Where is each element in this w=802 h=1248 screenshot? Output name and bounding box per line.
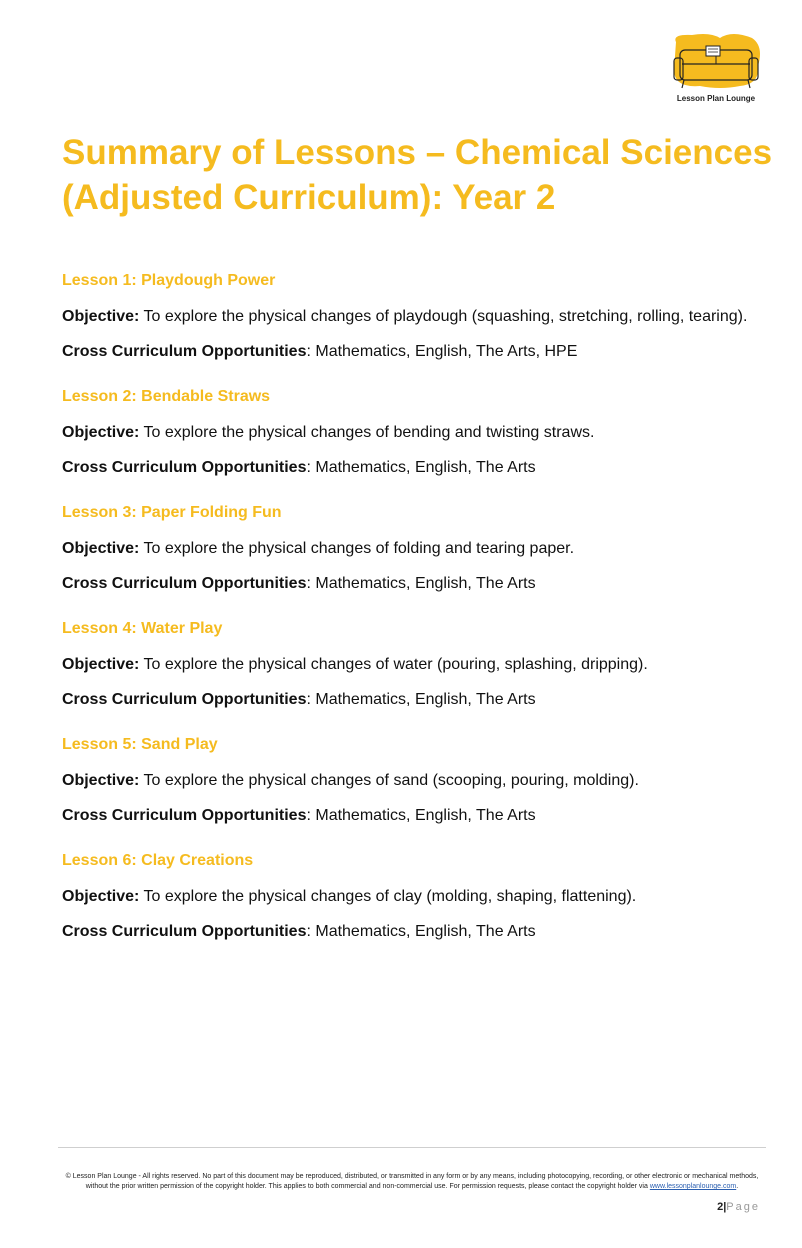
objective-label: Objective:: [62, 888, 140, 905]
cross-curriculum-line: [62, 456, 752, 479]
website-link[interactable]: www.lessonplanlounge.com: [649, 1183, 737, 1190]
lesson-title: Lesson 2: Bendable Straws: [62, 388, 271, 405]
sofa-logo-icon: [670, 32, 762, 92]
cross-curriculum-line: [62, 572, 752, 595]
cross-curriculum-label: Cross Curriculum Opportunities: [62, 459, 307, 476]
link-suffix: .: [736, 1183, 739, 1190]
lesson-title: Lesson 4: Water Play: [62, 620, 223, 637]
cross-curriculum-label: Cross Curriculum Opportunities: [62, 691, 307, 708]
objective-label: Objective:: [62, 656, 140, 673]
objective-line: [62, 421, 752, 444]
objective-text: To explore the physical changes of bending and twisting straws.: [143, 424, 595, 441]
page-label: Page: [726, 1201, 760, 1213]
cross-curriculum-text: : Mathematics, English, The Arts: [306, 691, 536, 708]
page-number: [717, 1201, 760, 1213]
lesson-5: [62, 734, 752, 827]
lesson-4: [62, 618, 752, 711]
lesson-6: [62, 850, 752, 943]
lesson-title: Lesson 6: Clay Creations: [62, 852, 254, 869]
cross-curriculum-line: [62, 804, 752, 827]
objective-text: To explore the physical changes of folding and tearing paper.: [143, 540, 575, 557]
lesson-2: [62, 386, 752, 479]
cross-curriculum-text: : Mathematics, English, The Arts: [306, 575, 536, 592]
objective-line: [62, 305, 752, 328]
cross-curriculum-line: [62, 688, 752, 711]
logo-text: Lesson Plan Lounge: [676, 94, 756, 103]
objective-label: Objective:: [62, 540, 140, 557]
cross-curriculum-label: Cross Curriculum Opportunities: [62, 923, 307, 940]
cross-curriculum-label: Cross Curriculum Opportunities: [62, 343, 307, 360]
objective-text: To explore the physical changes of playdough (squashing, stretching, rolling, tearing).: [143, 308, 748, 325]
objective-label: Objective:: [62, 308, 140, 325]
objective-line: [62, 885, 752, 908]
cross-curriculum-text: : Mathematics, English, The Arts: [306, 459, 536, 476]
cross-curriculum-line: [62, 920, 752, 943]
cross-curriculum-line: [62, 340, 752, 363]
lesson-title: Lesson 1: Playdough Power: [62, 272, 276, 289]
page-separator: |: [723, 1201, 727, 1213]
objective-text: To explore the physical changes of water (pouring, splashing, dripping).: [143, 656, 648, 673]
lesson-title: Lesson 3: Paper Folding Fun: [62, 504, 282, 521]
objective-text: To explore the physical changes of sand (scooping, pouring, molding).: [143, 772, 639, 789]
objective-line: [62, 769, 752, 792]
footer-copyright: [62, 1172, 762, 1192]
page-number-value: 2: [717, 1201, 724, 1213]
lesson-1: [62, 270, 752, 363]
objective-line: [62, 653, 752, 676]
objective-line: [62, 537, 752, 560]
footer-divider: [58, 1147, 766, 1148]
cross-curriculum-text: : Mathematics, English, The Arts: [306, 923, 536, 940]
cross-curriculum-text: : Mathematics, English, The Arts, HPE: [306, 343, 578, 360]
lesson-3: [62, 502, 752, 595]
cross-curriculum-text: : Mathematics, English, The Arts: [306, 807, 536, 824]
cross-curriculum-label: Cross Curriculum Opportunities: [62, 575, 307, 592]
copyright-text: © Lesson Plan Lounge - All rights reserved. No part of this document may be reproduced, distributed, or transmitted in any form or by any means, including photocopying, recording, or other electronic or mechanical methods, without the prior written permission of the copyright holder. This applies to both commercial and non-commercial use. For permission requests, please contact the copyright holder via: [65, 1173, 759, 1190]
page-title: Summary of Lessons – Chemical Sciences (Adjusted Curriculum): Year 2: [62, 133, 773, 217]
logo: [668, 32, 764, 108]
lesson-list: [62, 270, 752, 966]
objective-label: Objective:: [62, 772, 140, 789]
cross-curriculum-label: Cross Curriculum Opportunities: [62, 807, 307, 824]
objective-text: To explore the physical changes of clay (molding, shaping, flattening).: [143, 888, 637, 905]
objective-label: Objective:: [62, 424, 140, 441]
lesson-title: Lesson 5: Sand Play: [62, 736, 218, 753]
